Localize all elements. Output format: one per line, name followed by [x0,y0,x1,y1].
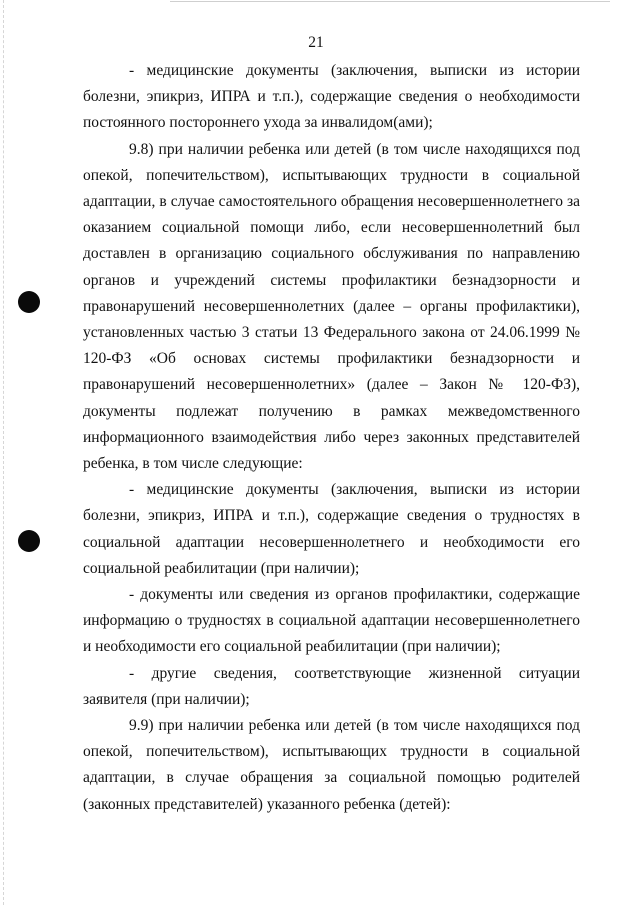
scan-top-edge-line [170,1,610,2]
paragraph-medical-documents-disabled-care: - медицинские документы (заключения, выписки из истории болезни, эпикриз, ИПРА и т.п.), содержащие сведения о необходимости постоянного постороннего ухода за инвалидом(ами); [83,62,580,132]
document-body [83,58,580,818]
paragraph-medical-documents-adaptation: - медицинские документы (заключения, выписки из истории болезни, эпикриз, ИПРА и т.п.), содержащие сведения о трудностях в социальной адаптации несовершеннолетнего и необходимости его социальной реабилитации (при наличии); [83,481,580,577]
paragraph-other-information: - другие сведения, соответствующие жизненной ситуации заявителя (при наличии); [83,664,580,708]
paragraph-item-9-8: 9.8) при наличии ребенка или детей (в том числе находящихся под опекой, попечительством), испытывающих трудности в социальной адаптации, в случае самостоятельного обращения несовершеннолетнего за оказанием социальной помощи либо, если несовершеннолетний был доставлен в организацию социального обслуживания по направлению органов и учреждений системы профилактики безнадзорности и правонарушений несовершеннолетних (далее – органы профилактики), установленных частью 3 статьи 13 Федерального закона от 24.06.1999 № 120-ФЗ «Об основах системы профилактики безнадзорности и правонарушений несовершеннолетних» (далее – Закон № 120-ФЗ), документы подлежат получению в рамках межведомственного информационного взаимодействия либо через законных представителей ребенка, в том числе следующие: [83,140,580,473]
paragraph-item-9-9: 9.9) при наличии ребенка или детей (в том числе находящихся под опекой, попечительством), испытывающих трудности в социальной адаптации, в случае обращения за социальной помощью родителей (законных представителей) указанного ребенка (детей): [83,717,580,813]
scan-left-edge-line [3,0,5,905]
punch-hole-icon [18,291,40,313]
punch-hole-icon [18,530,40,552]
paragraph-prevention-bodies-documents: - документы или сведения из органов профилактики, содержащие информацию о трудностях в социальной адаптации несовершеннолетнего и необходимости его социальной реабилитации (при наличии); [83,586,580,656]
page-number: 21 [308,34,324,51]
